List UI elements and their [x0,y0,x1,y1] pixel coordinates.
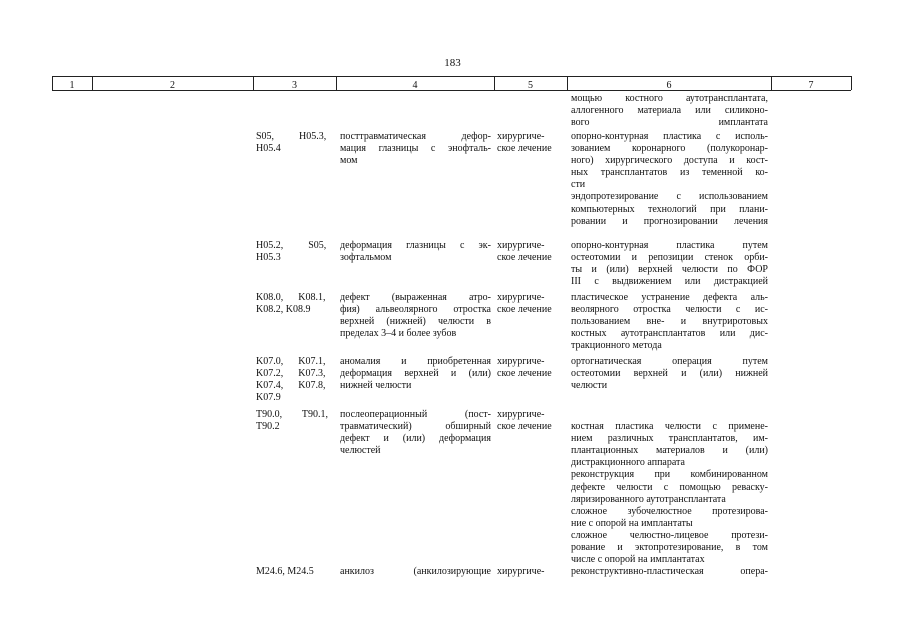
intro-methods [571,93,768,129]
text-line: дефект (выраженная атро- [340,292,491,303]
text-line: T90.2 [256,421,280,433]
column-number: 3 [292,80,297,91]
text-line: S05, H05.3, [256,131,327,142]
text-line: эндопротезирование с использованием [571,191,768,203]
text-line: ское лечение [497,368,552,380]
text-line: деформация верхней и (или) [340,368,491,380]
page-number: 183 [444,57,461,69]
text-line: ское лечение [497,143,552,155]
row-treatment [497,409,567,433]
row-methods [571,566,768,578]
text-line: ние с опорой на имплантаты [571,517,693,529]
text-line [571,409,768,421]
text-line: ного) хирургического доступа и кост- [571,155,768,167]
text-line: верхней (нижней) челюсти в [340,316,491,328]
text-line: мом [340,155,358,167]
text-line: K08.0, K08.1, [256,292,326,303]
text-line: анкилоз (анкилозирующие [340,566,491,577]
text-line: числе с опорой на имплантатах [571,554,705,566]
text-line: ское лечение [497,304,552,316]
text-line: K07.2, K07.3, [256,368,326,380]
text-line: плантационных материалов и (или) [571,445,768,457]
text-line: рование и эктопротезирование, в том [571,542,768,554]
text-line: опорно-контурная пластика путем [571,240,768,251]
row-description [340,409,491,457]
text-line: костная пластика челюсти с примене- [571,421,768,433]
column-number: 4 [412,80,418,91]
text-line: челюсти [571,380,608,392]
col-divider [851,76,852,90]
row-treatment [497,566,567,578]
row-codes [256,566,334,578]
text-line: опорно-контурная пластика с исполь- [571,131,768,142]
text-line: T90.0, T90.1, [256,409,329,420]
text-line: остеотомии и репозиции стенок орби- [571,252,768,264]
text-line: зофтальмом [340,252,392,264]
text-line: K08.2, K08.9 [256,304,311,316]
text-line: ных трансплантатов из теменной ко- [571,167,768,179]
column-number: 2 [170,80,175,91]
row-methods [571,409,768,566]
text-line: фия) альвеолярного отростка [340,304,491,316]
text-line: дистракционного аппарата [571,457,685,469]
text-line: мация глазницы с энофталь- [340,143,491,155]
row-description [340,356,491,392]
row-treatment [497,240,567,264]
text-line: пределах 3–4 и более зубов [340,328,457,340]
text-line: хирургиче- [497,240,545,251]
row-methods [571,356,768,392]
row-treatment [497,356,567,380]
text-line: ровании и прогнозировании лечения [571,215,768,227]
text-line: сложное челюстно-лицевое протези- [571,529,768,541]
row-description [340,131,491,167]
text-line: хирургиче- [497,566,545,577]
text-line: сложное зубочелюстное протезирова- [571,505,768,517]
text-line: травматический) обширный [340,421,491,433]
text-line: послеоперационный (пост- [340,409,491,420]
text-line: дефекте челюсти с помощью реваску- [571,481,768,493]
text-line: хирургиче- [497,131,545,142]
text-line: вого имплантата [571,117,768,129]
text-line: остеотомии верхней и (или) нижней [571,368,768,380]
row-codes [256,240,334,264]
text-line: H05.4 [256,143,281,155]
row-methods [571,240,768,288]
text-line: компьютерных технологий при плани- [571,203,768,215]
row-codes [256,409,334,433]
text-line: M24.6, M24.5 [256,566,314,577]
row-codes [256,356,334,404]
text-line: аномалия и приобретенная [340,356,491,367]
row-description [340,292,491,340]
table-top-border [52,76,851,77]
text-line: ты и (или) верхней челюсти по ФОР [571,264,768,276]
text-line: K07.9 [256,392,281,404]
row-codes [256,131,334,155]
row-treatment [497,131,567,155]
column-number: 1 [69,80,75,91]
text-line: хирургиче- [497,356,545,367]
text-line: H05.3 [256,252,281,264]
text-line: сти [571,179,586,191]
text-line: тракционного метода [571,340,662,352]
text-line: дефект и (или) деформация [340,433,491,445]
text-line: K07.0, K07.1, [256,356,326,367]
row-description [340,240,491,264]
text-line: пластическое устранение дефекта аль- [571,292,768,303]
row-methods [571,292,768,352]
text-line: нием различных трансплантатов, им- [571,433,768,445]
text-line: посттравматическая дефор- [340,131,491,142]
text-line: реконструкция при комбинированном [571,469,768,481]
text-line: нижней челюсти [340,380,412,392]
text-line: ское лечение [497,421,552,433]
row-treatment [497,292,567,316]
text-line: челюстей [340,445,381,457]
text-line: K07.4, K07.8, [256,380,326,392]
text-line: веолярного отростка челюсти с ис- [571,304,768,316]
text-line: мощью костного аутотрансплантата, [571,93,768,104]
text-line: ортогнатическая операция путем [571,356,768,367]
text-line: пользованием вне- и внутриротовых [571,316,768,328]
text-line: зованием коронарного (полукоронар- [571,143,768,155]
text-line: деформация глазницы с эк- [340,240,491,251]
row-methods [571,131,768,228]
text-line: костных аутотрансплантатов или дис- [571,328,768,340]
row-description [340,566,491,578]
text-line: ляризированного аутотрансплантата [571,493,726,505]
text-line: ское лечение [497,252,552,264]
row-codes [256,292,334,316]
column-number: 7 [808,80,814,91]
text-line: H05.2, S05, [256,240,327,251]
text-line: хирургиче- [497,292,545,303]
column-number: 5 [528,80,533,91]
text-line: реконструктивно-пластическая опера- [571,566,768,577]
text-line: хирургиче- [497,409,545,420]
text-line: аллогенного материала или силиконо- [571,105,768,117]
column-number: 6 [666,80,672,91]
text-line: III с выдвижением или дистракцией [571,276,768,288]
